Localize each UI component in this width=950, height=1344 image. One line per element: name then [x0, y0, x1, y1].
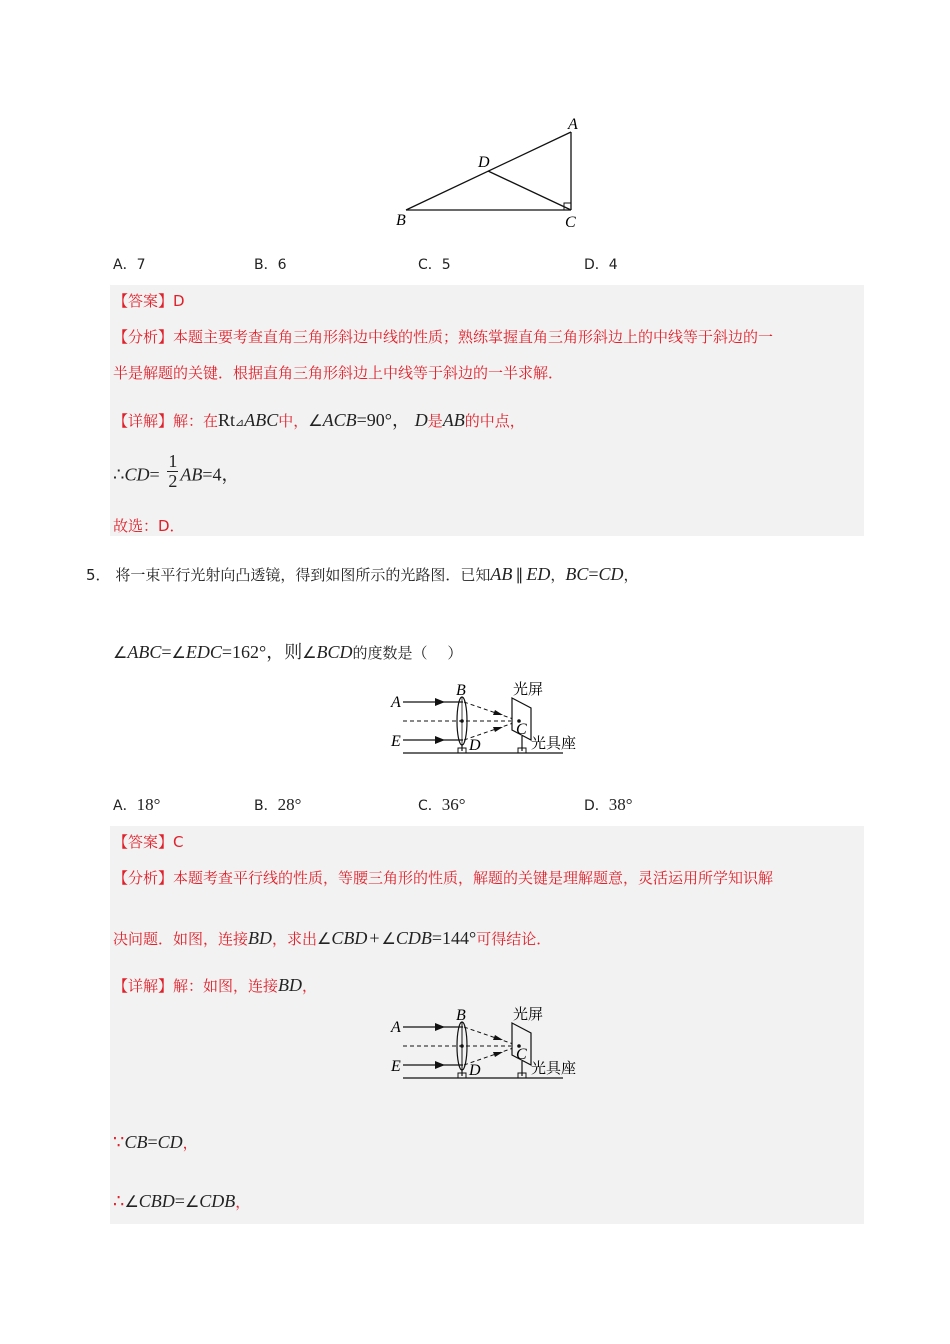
segment-cd [488, 171, 571, 210]
q5-option-a: A．18° [113, 795, 161, 814]
q4-analysis-line2: 半是解题的关键．根据直角三角形斜边上中线等于斜边的一半求解． [113, 364, 564, 382]
q5-answer: 【答案】C [113, 833, 184, 851]
q5-therefore-line: ∴∠CBD=∠CDB， [113, 1191, 251, 1212]
arrow-d [493, 727, 503, 732]
ray-e-arrow [435, 736, 445, 744]
lens-figure-solution [385, 1003, 595, 1085]
ray-a-arrow [435, 1023, 445, 1031]
q5-option-c: C．36° [418, 795, 466, 814]
label-a: A [568, 116, 578, 133]
label-b: B [456, 1007, 466, 1024]
q4-option-b: B．6 [254, 257, 287, 273]
label-e: E [391, 1058, 401, 1075]
label-d: D [469, 737, 481, 754]
label-c: C [516, 1046, 527, 1063]
q5-because-line: ∵CB=CD， [113, 1132, 198, 1153]
lens-center [460, 719, 464, 723]
label-d: D [478, 154, 490, 171]
q4-option-c: C．5 [418, 257, 451, 273]
q4-detail-line: 【详解】解：在Rt⊿ABC中，∠ACB=90°， D是AB的中点， [113, 410, 525, 430]
label-d: D [469, 1062, 481, 1079]
q4-analysis-line1: 【分析】本题主要考查直角三角形斜边中线的性质；熟练掌握直角三角形斜边上的中线等于斜边的一 [113, 328, 774, 346]
arrow-b [493, 710, 503, 715]
label-bench: 光具座 [531, 1059, 577, 1077]
q5-analysis-line2: 决问题．如图，连接BD，求出∠CBD + ∠CDB=144°可得结论． [113, 928, 552, 948]
q5-analysis-line1: 【分析】本题考查平行线的性质，等腰三角形的性质，解题的关键是理解题意，灵活运用所学知识解 [113, 869, 774, 887]
ray-e-arrow [435, 1061, 445, 1069]
q4-choose: 故选：D． [113, 517, 185, 535]
label-a: A [391, 694, 401, 711]
label-b: B [396, 212, 406, 229]
refracted-ray-b [464, 702, 519, 721]
q5-stem-line1: 5． 将一束平行光射向凸透镜，得到如图所示的光路图．已知AB ∥ ED，BC=CD， [86, 564, 639, 584]
q5-option-d: D．38° [584, 795, 633, 814]
label-b: B [456, 682, 466, 699]
label-c: C [565, 214, 576, 231]
label-screen: 光屏 [513, 680, 544, 698]
q4-formula-line: ∴CD= $\frac{1}{2}$ AB=4， [113, 451, 240, 491]
q5-detail-line: 【详解】解：如图，连接BD， [113, 975, 318, 995]
lens-figure [385, 678, 595, 760]
q5-stem-line2: ∠ABC=∠EDC=162°，则∠BCD的度数是（ ） [113, 642, 463, 662]
q4-answer: 【答案】D [113, 292, 185, 310]
ray-a-arrow [435, 698, 445, 706]
triangle-figure [390, 112, 590, 232]
arrow-d [493, 1052, 503, 1057]
label-screen: 光屏 [513, 1005, 544, 1023]
q5-option-b: B．28° [254, 795, 302, 814]
arrow-b [493, 1035, 503, 1040]
label-e: E [391, 733, 401, 750]
q4-option-a: A．7 [113, 257, 146, 273]
lens-center [460, 1044, 464, 1048]
label-c: C [516, 721, 527, 738]
refracted-ray-b [464, 1027, 519, 1046]
label-a: A [391, 1019, 401, 1036]
label-bench: 光具座 [531, 734, 577, 752]
q4-option-d: D．4 [584, 257, 618, 273]
